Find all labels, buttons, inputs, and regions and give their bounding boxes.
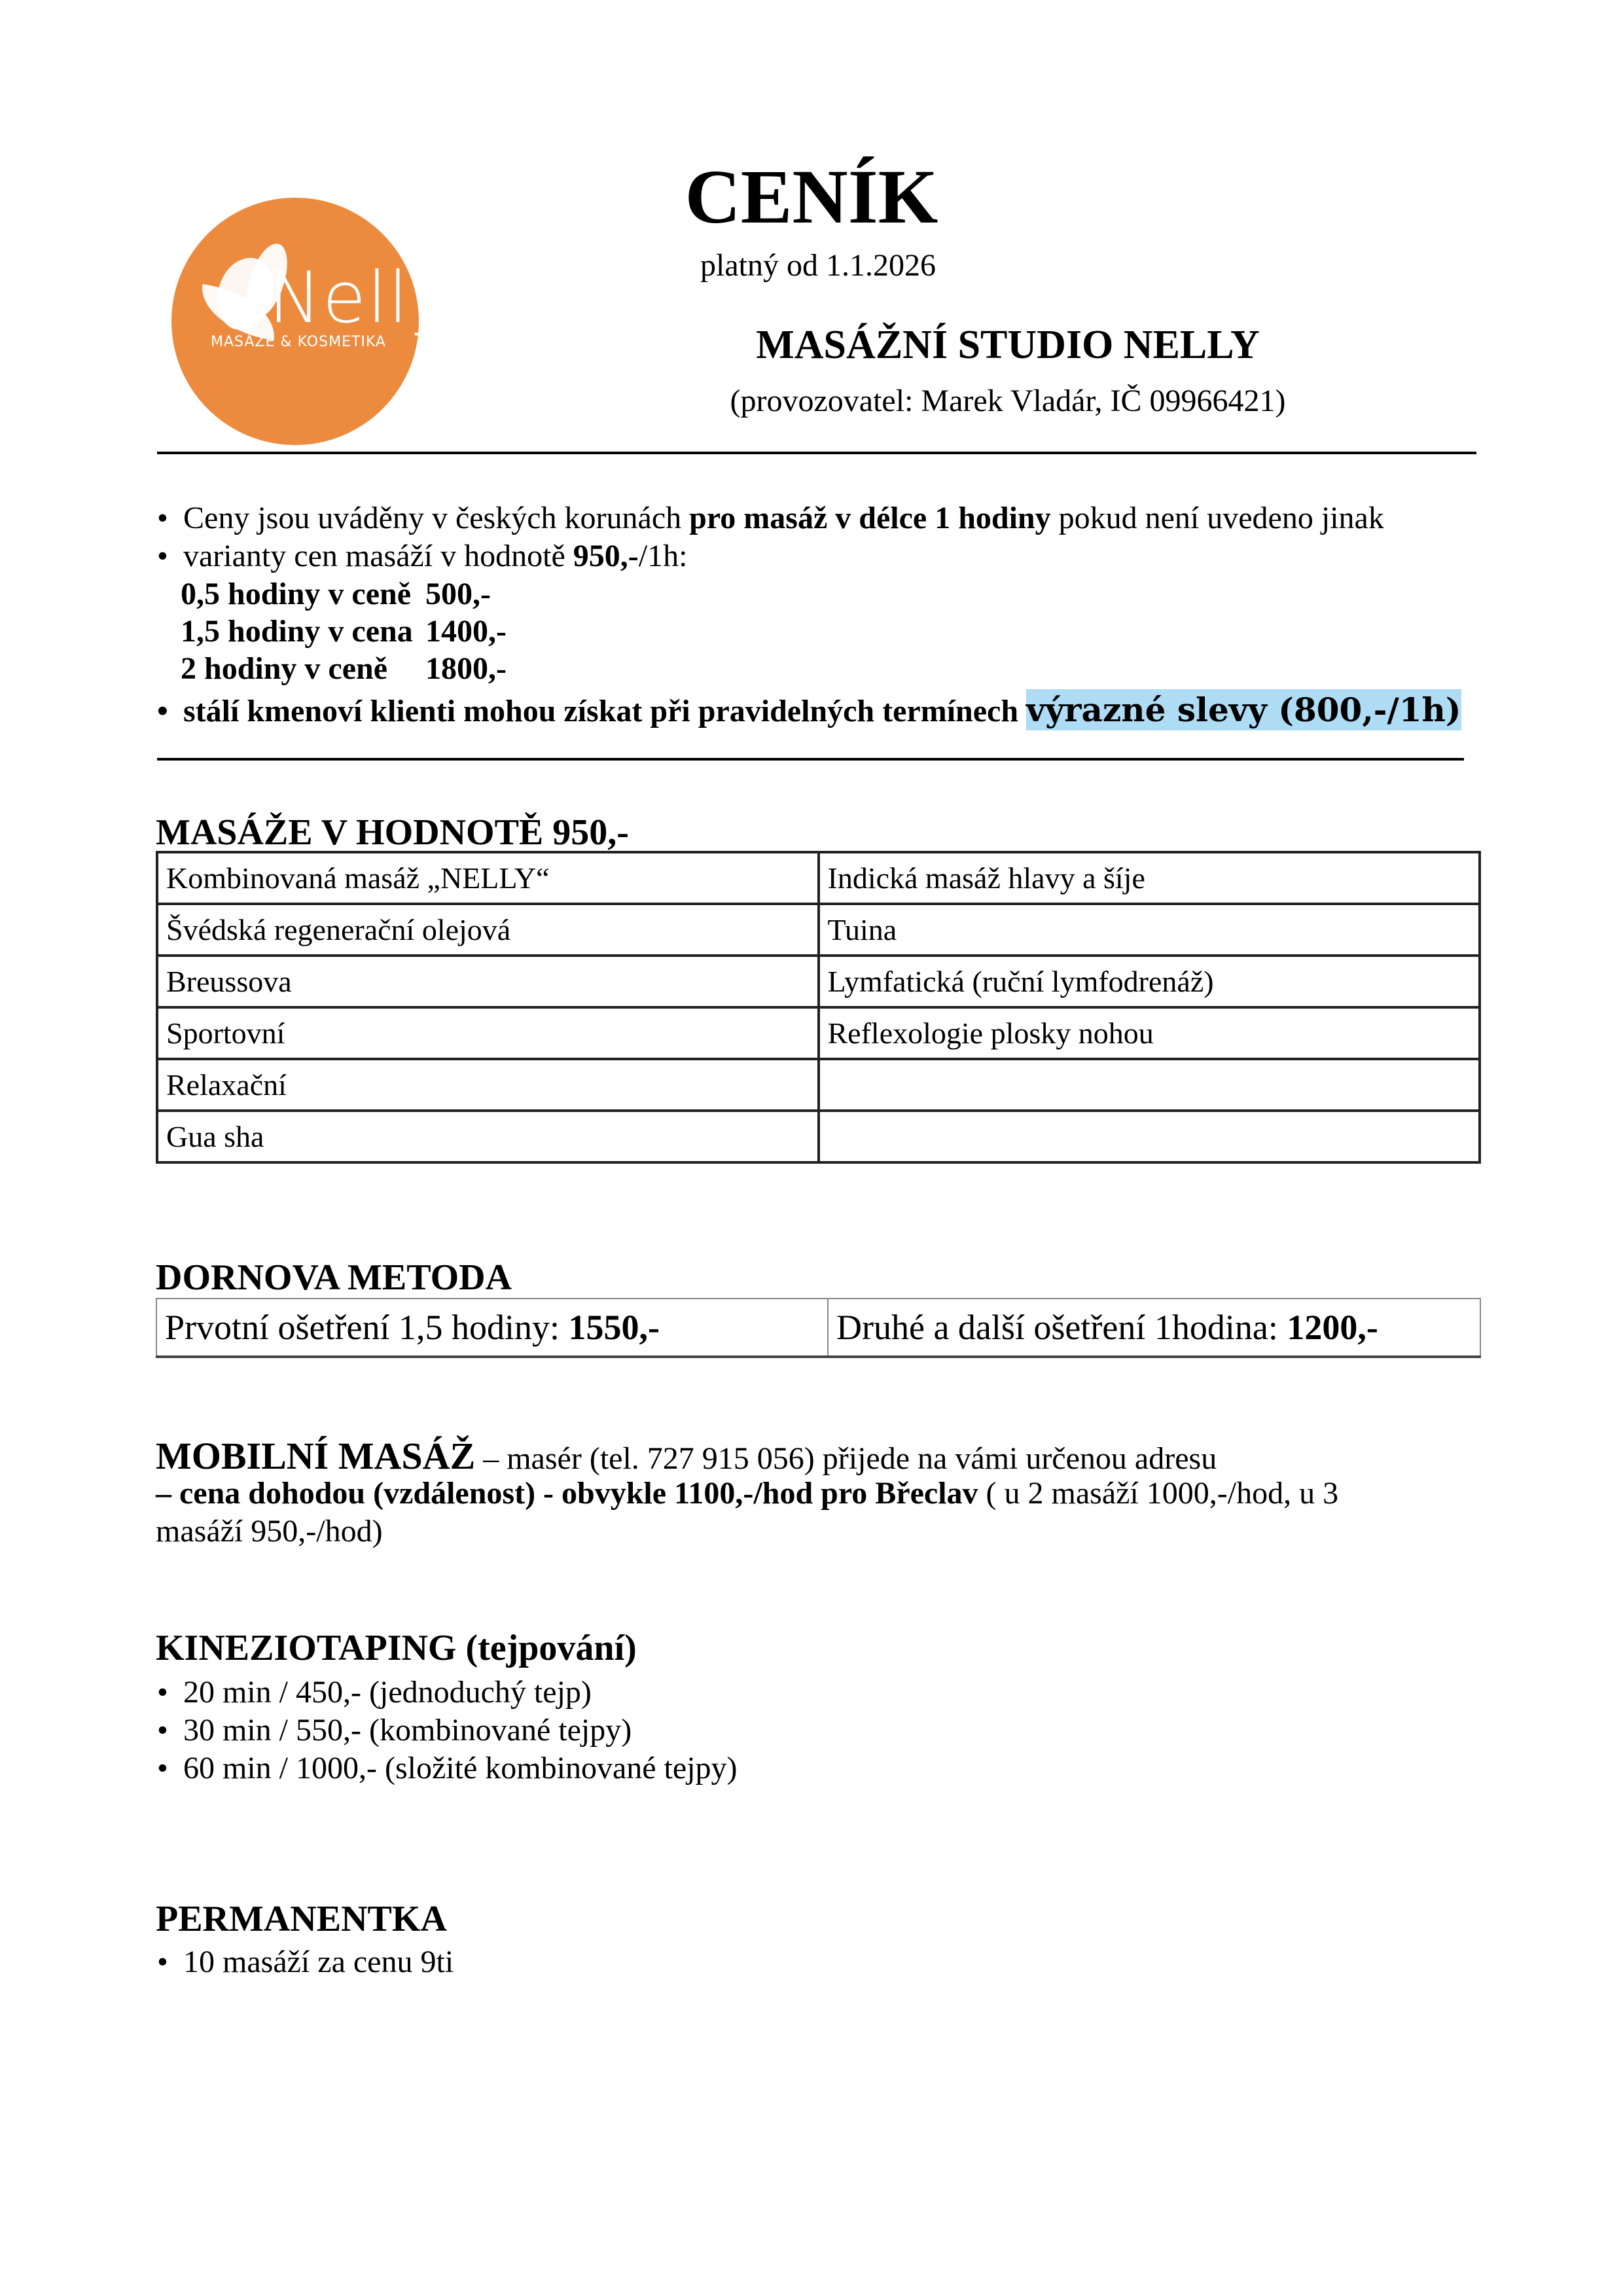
variant-label: 0,5 hodiny v ceně: [181, 577, 412, 611]
text: stálí kmenoví klienti mohou získat při pravidelných termínech: [183, 694, 1027, 728]
text: 30 min / 550,- (kombinované tejpy): [183, 1713, 632, 1748]
table-row: [157, 904, 1480, 956]
table-cell: Švédská regenerační olejová: [157, 904, 819, 956]
bullet: •: [157, 694, 168, 728]
mobile-line-2: [156, 1478, 1338, 1509]
variant-label: 1,5 hodiny v cena: [181, 614, 413, 649]
text: pokud není uvedeno jinak: [1050, 501, 1384, 535]
table-cell: [156, 1299, 828, 1357]
table-row: [157, 1111, 1480, 1162]
table-cell: [828, 1299, 1480, 1357]
discount-highlight: výrazné slevy (800,-/1h): [1026, 691, 1461, 729]
text: 10 masáží za cenu 9ti: [183, 1945, 454, 1979]
price-label: Druhé a další ošetření 1hodina:: [836, 1308, 1287, 1347]
bold-text: pro masáž v délce 1 hodiny: [689, 501, 1051, 535]
list-item: [157, 1946, 454, 1978]
intro-line-1: [157, 503, 1384, 534]
price-value: 1200,-: [1287, 1308, 1378, 1347]
permanentka-heading: PERMANENTKA: [156, 1899, 447, 1939]
divider: [157, 452, 1476, 454]
bullet: •: [157, 1945, 168, 1979]
valid-from: [0, 247, 1623, 283]
text: Ceny jsou uváděny v českých korunách: [183, 501, 690, 535]
studio-name: [0, 322, 1623, 368]
massages-table: [156, 851, 1481, 1164]
page-title: [0, 154, 1623, 240]
bullet: •: [157, 1675, 168, 1710]
variant-row: [181, 653, 507, 685]
table-row: [157, 852, 1480, 904]
variant-row: [181, 616, 507, 647]
massages-heading: MASÁŽE V HODNOTĚ 950,-: [156, 812, 629, 853]
mobile-line-3: masáží 950,-/hod): [156, 1514, 383, 1549]
bullet: •: [157, 539, 168, 573]
divider: [157, 758, 1464, 761]
dorn-heading: DORNOVA METODA: [156, 1257, 512, 1298]
text: ( u 2 masáží 1000,-/hod, u 3: [978, 1476, 1339, 1511]
table-cell: Reflexologie plosky nohou: [819, 1007, 1480, 1059]
table-cell: [819, 1059, 1480, 1111]
bullet: •: [157, 1751, 168, 1785]
table-cell: Sportovní: [157, 1007, 819, 1059]
table-cell: Lymfatická (ruční lymfodrenáž): [819, 956, 1480, 1007]
bullet: •: [157, 1713, 168, 1748]
bold-text: – cena dohodou (vzdálenost) - obvykle 1100,-/hod pro Břeclav: [156, 1476, 978, 1511]
mobile-line-1: [156, 1437, 1217, 1475]
variant-label: 2 hodiny v ceně: [181, 651, 388, 686]
text: varianty cen masáží v hodnotě: [183, 539, 573, 573]
table-cell: Tuina: [819, 904, 1480, 956]
table-cell: Breussova: [157, 956, 819, 1007]
kinesio-heading: KINEZIOTAPING (tejpování): [156, 1628, 637, 1668]
list-item: [157, 1677, 592, 1708]
valid-from-text: platný od 1.1.2026: [700, 248, 936, 283]
mobile-heading: MOBILNÍ MASÁŽ: [156, 1435, 476, 1477]
logo-subtitle: MASÁŽE & KOSMETIKA: [211, 334, 386, 350]
studio-name-text: MASÁŽNÍ STUDIO NELLY: [756, 323, 1260, 367]
table-cell: Kombinovaná masáž „NELLY“: [157, 852, 819, 904]
table-cell: Relaxační: [157, 1059, 819, 1111]
variant-price: 1800,-: [425, 651, 507, 686]
text: 60 min / 1000,- (složité kombinované tejpy): [183, 1751, 738, 1785]
operator-info: [0, 383, 1623, 419]
table-row: [157, 956, 1480, 1007]
price-value: 1550,-: [568, 1308, 660, 1347]
intro-line-2: [157, 541, 687, 572]
intro-line-3: [157, 691, 1461, 729]
price-label: Prvotní ošetření 1,5 hodiny:: [165, 1308, 569, 1347]
operator-text: (provozovatel: Marek Vladár, IČ 09966421): [730, 384, 1286, 418]
table-cell: Indická masáž hlavy a šíje: [819, 852, 1480, 904]
variant-price: 500,-: [425, 577, 491, 611]
logo-name: Nelly: [268, 257, 453, 339]
table-row: [157, 1007, 1480, 1059]
variant-price: 1400,-: [425, 614, 507, 649]
text: /1h:: [638, 539, 688, 573]
table-row: [157, 1059, 1480, 1111]
table-cell: Gua sha: [157, 1111, 819, 1162]
table-row: [156, 1299, 1480, 1357]
table-cell: [819, 1111, 1480, 1162]
list-item: [157, 1715, 632, 1746]
variant-row: [181, 579, 491, 610]
list-item: [157, 1753, 738, 1784]
title-text: CENÍK: [685, 154, 938, 240]
text: 20 min / 450,- (jednoduchý tejp): [183, 1675, 592, 1710]
text: – masér (tel. 727 915 056) přijede na vámi určenou adresu: [475, 1441, 1217, 1476]
dorn-table: [156, 1298, 1481, 1358]
bold-text: 950,-: [573, 539, 639, 573]
bullet: •: [157, 501, 168, 535]
